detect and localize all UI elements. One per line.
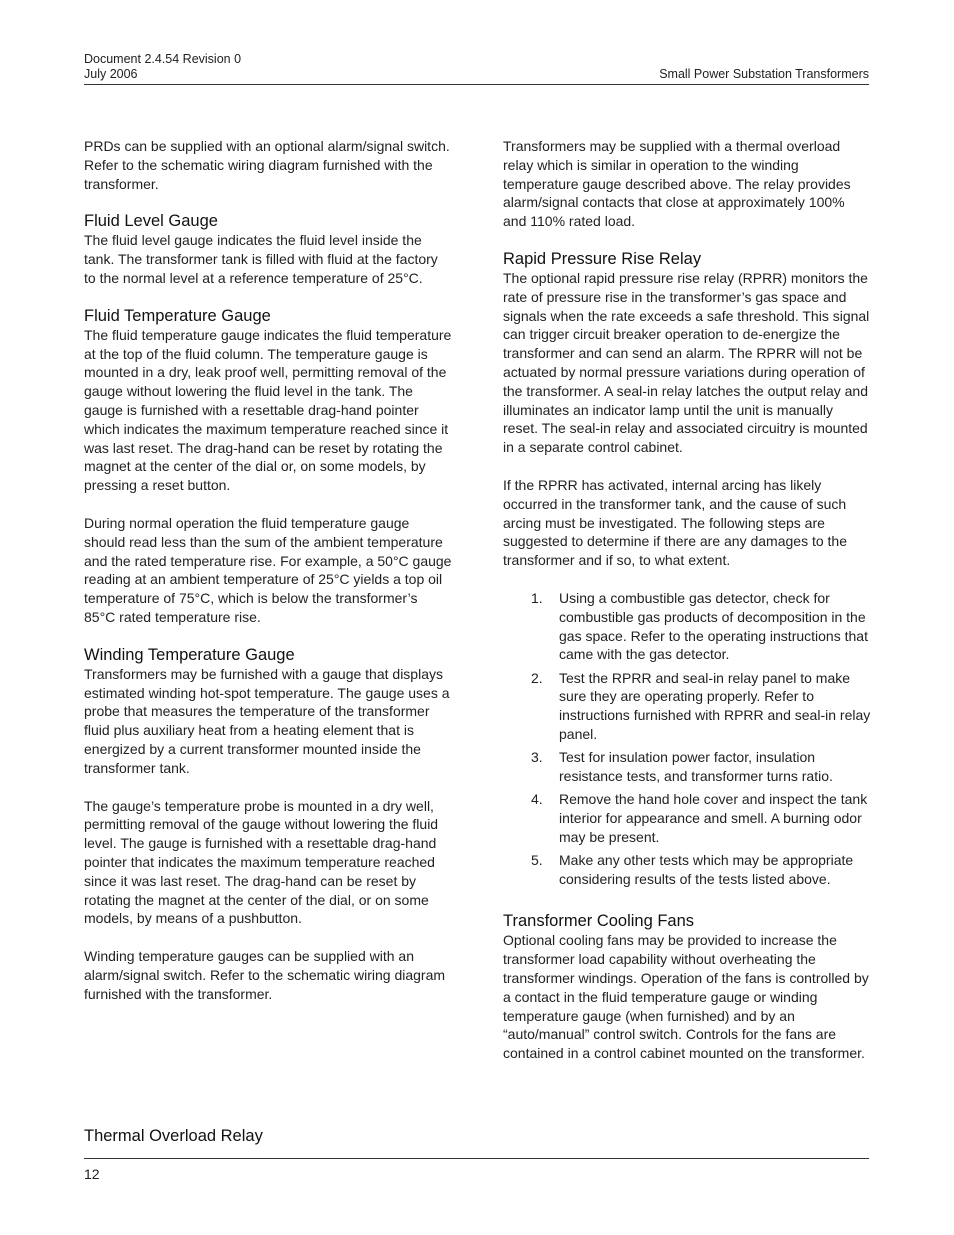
list-item xyxy=(503,748,871,786)
winding-temperature-heading: Winding Temperature Gauge xyxy=(84,645,295,664)
step-number: 1. xyxy=(531,589,543,606)
step-number: 3. xyxy=(531,749,543,766)
fluid-level-paragraph: The fluid level gauge indicates the fluid level inside the tank. The transformer tank is filled with fluid at the factory to the normal level at a reference temperature of 25°C. xyxy=(84,232,438,286)
inspection-steps-list xyxy=(503,589,871,889)
thermal-overload-paragraph: Transformers may be supplied with a thermal overload relay which is similar in operation to the winding temperature gauge described above. The relay provides alarm/signal contacts that close at approximately 100% and 110% rated load. xyxy=(503,138,851,230)
step-text: Test the RPRR and seal-in relay panel to make sure they are operating properly. Refer to instructions furnished with RPRR and seal-in relay panel. xyxy=(559,669,871,743)
step-text: Using a combustible gas detector, check for combustible gas products of decomposition in the gas space. Refer to the operating instructions that came with the gas detector. xyxy=(559,589,868,663)
fluid-level-heading: Fluid Level Gauge xyxy=(84,212,218,231)
cooling-fans-paragraph: Optional cooling fans may be provided to increase the transformer load capability without overheating the transformer windings. Operation of the fans is controlled by a contact in the fluid temperature gauge or winding temperature gauge (when furnished) and by an “auto/manual” control switch. Controls for the fans are contained in a control cabinet mounted on the transformer. xyxy=(503,932,869,1062)
fluid-temperature-paragraph-2: During normal operation the fluid temperature gauge should read less than the sum of the ambient temperature and the rated temperature rise. For example, a 50°C gauge reading at an ambient temperature of 25°C yields a top oil temperature of 75°C, which is below the transformer’s 85°C rated temperature rise. xyxy=(84,514,452,625)
fluid-temperature-heading: Fluid Temperature Gauge xyxy=(84,306,271,325)
running-title: Small Power Substation Transformers xyxy=(659,67,869,81)
cooling-fans-heading: Transformer Cooling Fans xyxy=(503,912,695,931)
page-number: 12 xyxy=(84,1166,100,1182)
header-divider xyxy=(84,84,869,85)
step-text: Test for insulation power factor, insulation resistance tests, and transformer turns ratio. xyxy=(559,749,833,785)
step-number: 4. xyxy=(531,791,543,808)
rapid-pressure-paragraph-2: If the RPRR has activated, internal arcing has likely occurred in the transformer tank, and the cause of such arcing must be investigated. The following steps are suggested to determine if there are any damages to the transformer and if so, to what extent. xyxy=(503,476,847,569)
step-text: Make any other tests which may be appropriate considering results of the tests listed above. xyxy=(559,852,854,888)
winding-temperature-paragraph-2: The gauge’s temperature probe is mounted in a dry well, permitting removal of the gauge without lowering the fluid level. The gauge is furnished with a resettable drag-hand pointer that indicates the maximum temperature reached since it was last reset. The drag-hand can be reset by rotating the magnet at the center of the dial, or on some models, by means of a pushbutton. xyxy=(84,797,439,927)
rapid-pressure-heading: Rapid Pressure Rise Relay xyxy=(503,249,702,268)
document-number: Document 2.4.54 Revision 0 xyxy=(84,52,242,66)
right-column xyxy=(503,137,871,1063)
prd-alarm-paragraph: PRDs can be supplied with an optional alarm/signal switch. Refer to the schematic wiring diagram furnished with the transformer. xyxy=(84,138,450,192)
rapid-pressure-paragraph-1: The optional rapid pressure rise relay (RPRR) monitors the rate of pressure rise in the transformer’s gas space and signals when the rate exceeds a safe threshold. This signal can trigger circuit breaker operation to de-energize the transformer and can send an alarm. The RPRR will not be actuated by normal pressure variations during operation of the transformer. A seal-in relay latches the output relay and illuminates an indicator lamp until the unit is manually reset. The seal-in relay and associated circuitry is mounted in a separate control cabinet. xyxy=(503,269,870,456)
step-number: 2. xyxy=(531,669,543,686)
winding-temperature-paragraph-3: Winding temperature gauges can be supplied with an alarm/signal switch. Refer to the schematic wiring diagram furnished with the transformer. xyxy=(84,948,446,1002)
fluid-temperature-paragraph-1: The fluid temperature gauge indicates the fluid temperature at the top of the fluid column. The temperature gauge is mounted in a dry, leak proof well, permitting removal of the gauge without lowering the fluid level in the tank. The gauge is furnished with a resettable drag-hand pointer which indicates the maximum temperature reached since it was last reset. The drag-hand can be reset by rotating the magnet at the center of the dial or, on some models, by pressing a reset button. xyxy=(84,326,452,494)
list-item xyxy=(503,851,871,889)
winding-temperature-paragraph-1: Transformers may be furnished with a gauge that displays estimated winding hot-spot temperature. The gauge uses a probe that measures the temperature of the transformer fluid plus auxiliary heat from a heating element that is energized by a current transformer mounted inside the transformer tank. xyxy=(84,665,450,776)
step-number: 5. xyxy=(531,852,543,869)
document-date: July 2006 xyxy=(84,67,138,81)
left-column xyxy=(84,137,452,1003)
list-item xyxy=(503,790,871,846)
thermal-overload-heading: Thermal Overload Relay xyxy=(84,1127,263,1145)
document-info xyxy=(84,52,241,82)
step-text: Remove the hand hole cover and inspect the tank interior for appearance and smell. A burning odor may be present. xyxy=(559,791,868,845)
footer-divider xyxy=(84,1158,869,1159)
list-item xyxy=(503,669,871,744)
list-item xyxy=(503,589,871,664)
